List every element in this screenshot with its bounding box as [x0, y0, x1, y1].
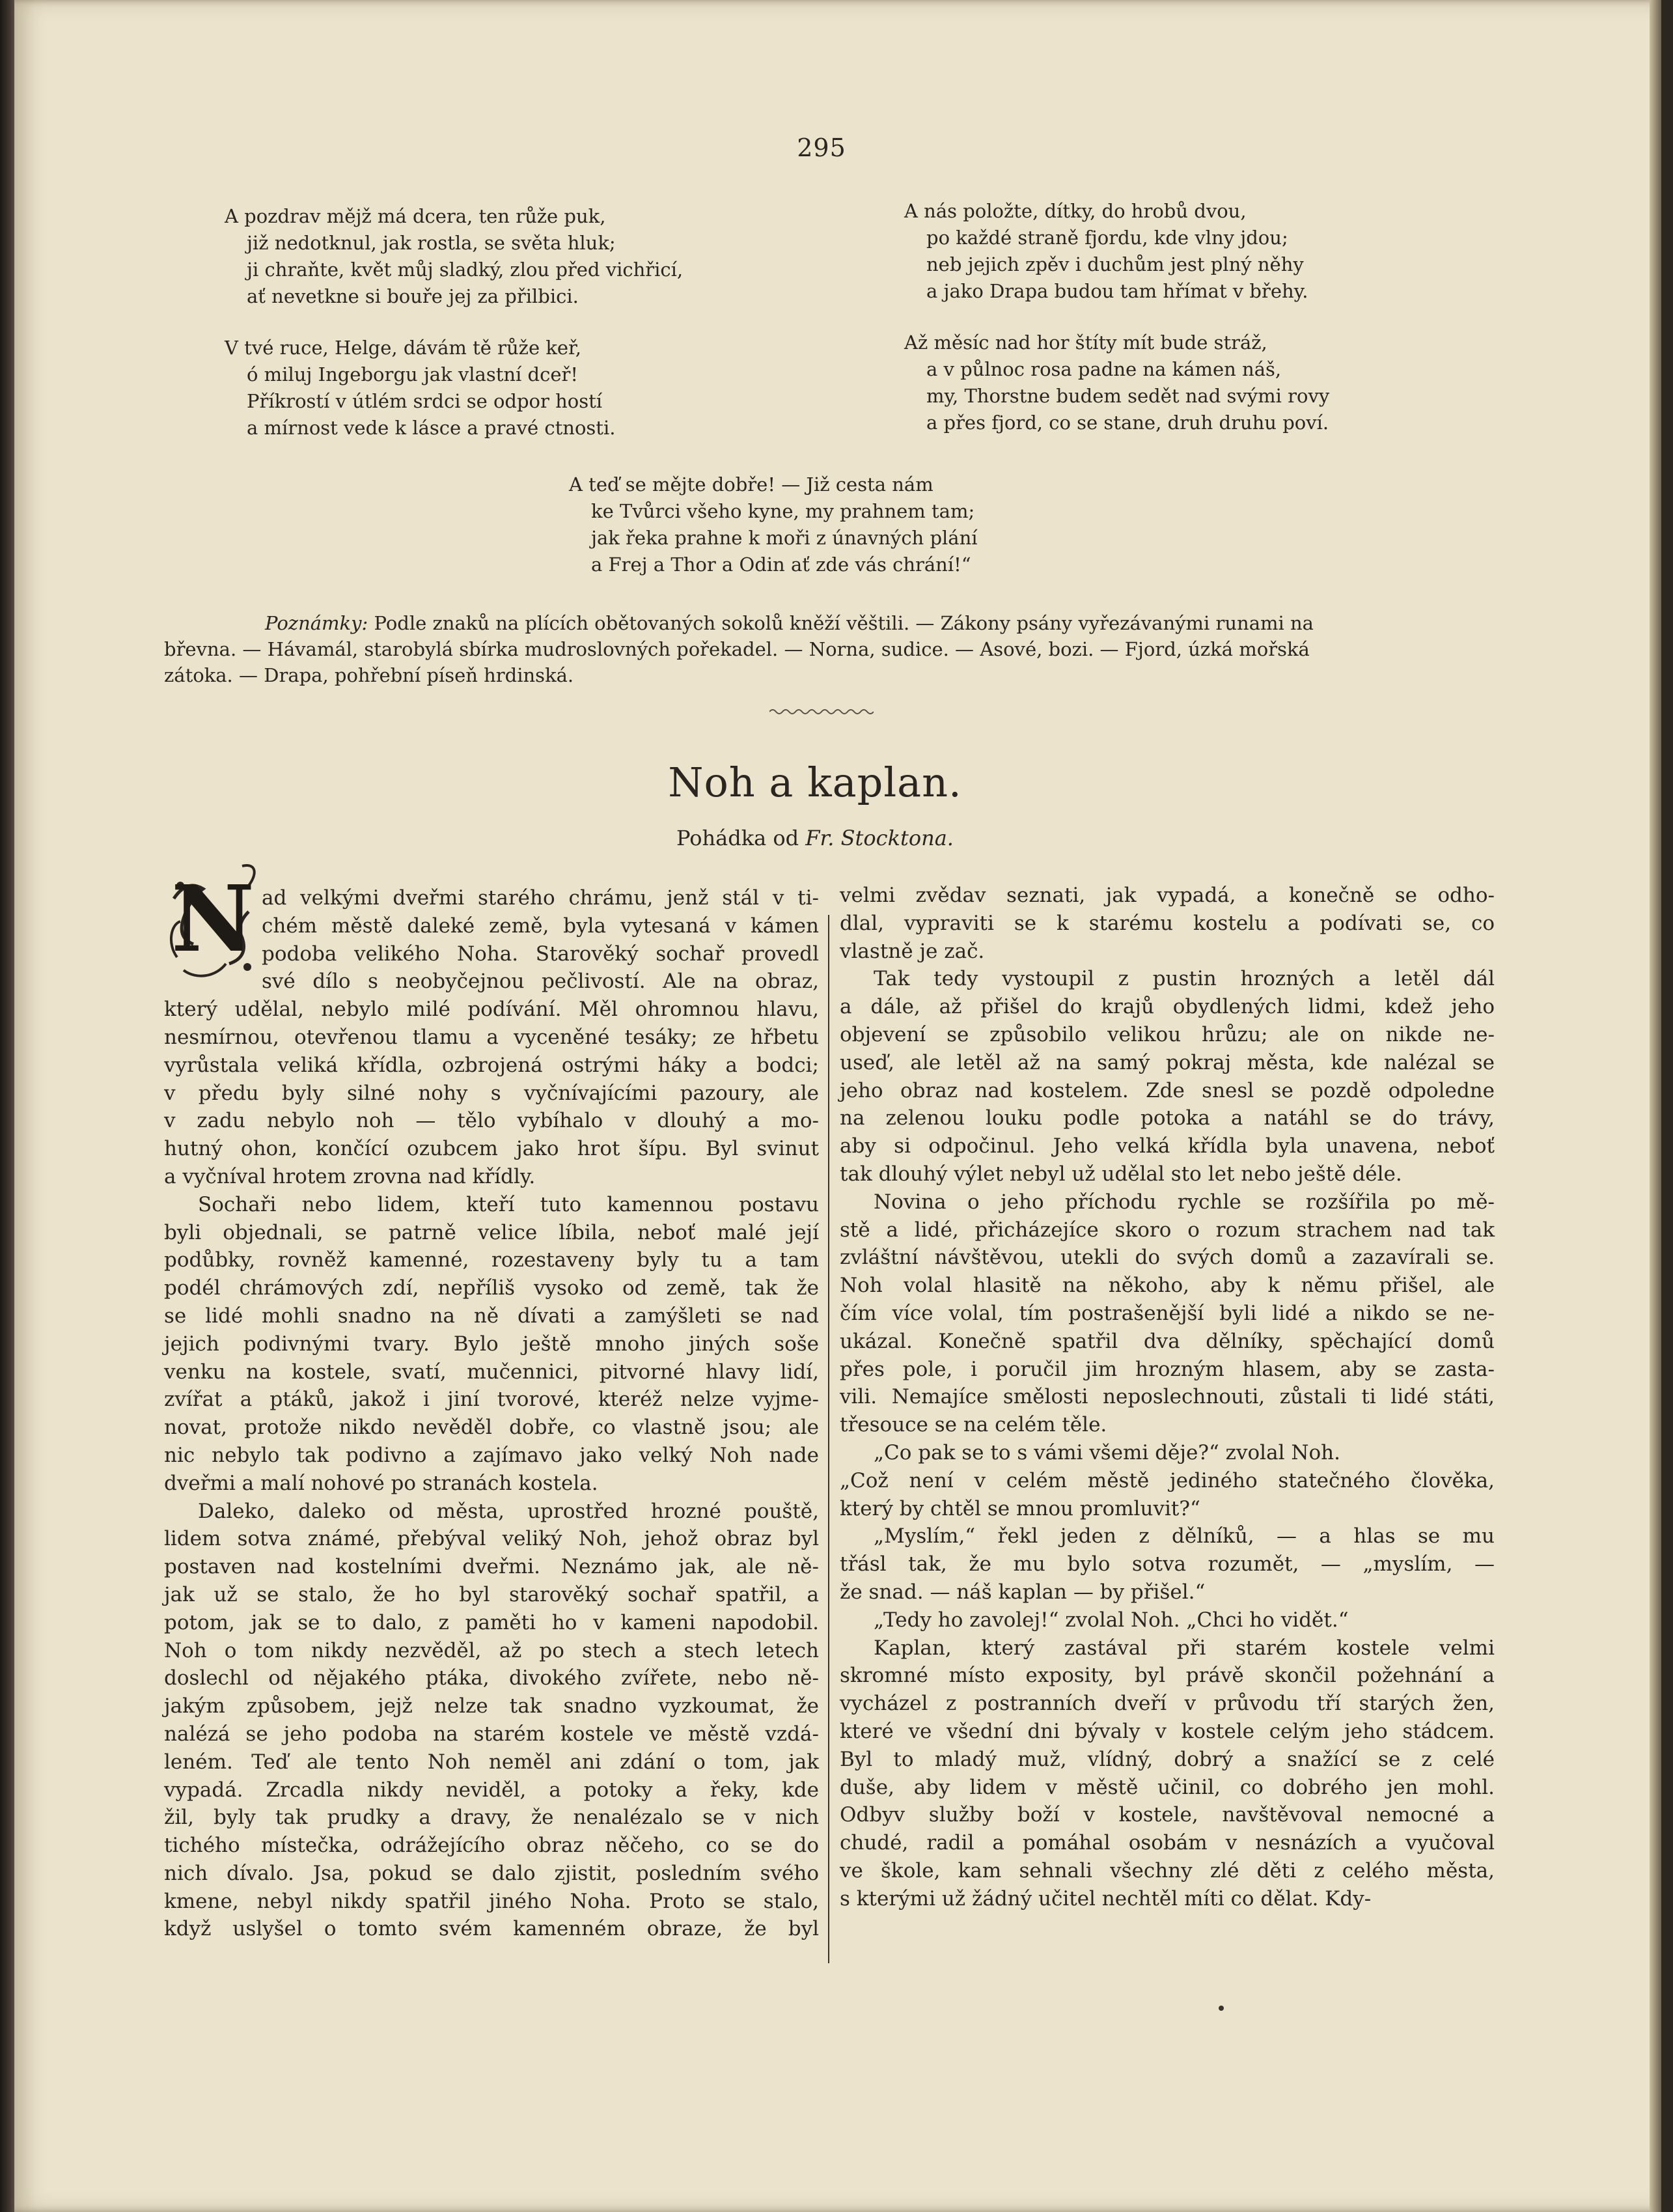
text-line: potom, jak se to dalo, z paměti ho v kameni napodobil.: [164, 1610, 819, 1634]
verse-line: již nedotknul, jak rostla, se světa hluk;: [247, 232, 616, 254]
text-line: podél chrámových zdí, nepříliš vysoko od země, tak že: [164, 1276, 819, 1300]
text-line: Sochaři nebo lidem, kteří tuto kamennou postavu: [198, 1192, 819, 1216]
text-line: ve škole, kam sehnali všechny zlé děti z celého města,: [840, 1858, 1495, 1883]
verse-line: a v půlnoc rosa padne na kámen náš,: [926, 358, 1282, 380]
verse-line: a mírnost vede k lásce a pravé ctnosti.: [247, 417, 616, 439]
text-line: leném. Teď ale tento Noh neměl ani zdání o tom, jak: [164, 1750, 819, 1774]
text-line: Odbyv služby boží v kostele, navštěvoval nemocné a: [840, 1803, 1495, 1827]
text-line: ukázal. Konečně spatřil dva dělníky, spěchající domů: [840, 1329, 1495, 1353]
text-line: podoba velikého Noha. Starověký sochař provedl: [262, 942, 819, 966]
text-line: Tak tedy vystoupil z pustin hrozných a letěl dál: [874, 967, 1495, 991]
text-line: „Což není v celém městě jediného statečného člověka,: [840, 1468, 1495, 1492]
verse-line: ó miluj Ingeborgu jak vlastní dceř!: [247, 363, 579, 385]
text-line: třásl tak, že mu bylo sotva rozumět, — „myslím, —: [840, 1552, 1495, 1576]
verse-line: a Frej a Thor a Odin ať zde vás chrání!“: [591, 553, 971, 576]
text-line: „Myslím,“ řekl jeden z dělníků, — a hlas se mu: [874, 1524, 1495, 1548]
text-line: postaven nad kostelními dveřmi. Neznámo jak, ale ně-: [164, 1555, 819, 1579]
text-line: které ve všední dni bývaly v kostele celým jeho stádcem.: [840, 1719, 1495, 1743]
text-line: „Co pak se to s vámi všemi děje?“ zvolal Noh.: [874, 1440, 1340, 1464]
ink-dot: [1219, 2006, 1224, 2011]
poem-right: [904, 198, 1329, 461]
text-line: vili. Nemajíce smělosti neposlechnouti, zůstali ti lidé státi,: [840, 1385, 1495, 1409]
text-line: skromné místo exposity, byl právě skončil požehnání a: [840, 1664, 1495, 1688]
subtitle-prefix: Pohádka od: [676, 826, 799, 850]
text-line: že snad. — náš kaplan — by přišel.“: [840, 1580, 1206, 1604]
verse-line: ať nevetkne si bouře jej za přilbici.: [247, 285, 579, 307]
verse-line: jak řeka prahne k moři z únavných plání: [591, 527, 978, 549]
text-line: v předu byly silné nohy s vyčnívajícími pazoury, ale: [164, 1081, 819, 1105]
text-line: byli objednali, se patrně velice líbila, neboť malé její: [164, 1220, 819, 1244]
text-line: který udělal, nebylo milé podívání. Měl ohromnou hlavu,: [164, 998, 819, 1022]
poem-center: [569, 471, 978, 578]
text-line: velmi zvědav seznati, jak vypadá, a konečně se odho-: [840, 884, 1495, 907]
text-line: nich dívalo. Jsa, pokud se dalo zjistit, posledním svého: [164, 1861, 819, 1885]
text-line: na zelenou louku podle potoka a natáhl se do trávy,: [840, 1106, 1495, 1130]
text-line: stě a lidé, přicházejíce skoro o rozum strachem nad tak: [840, 1218, 1495, 1242]
story-title: Noh a kaplan.: [668, 759, 962, 806]
page-number: 295: [797, 133, 846, 162]
text-line: jeho obraz nad kostelem. Zde snesl se pozdě odpoledne: [840, 1078, 1495, 1102]
text-line: když uslyšel o tomto svém kamenném obraze, že byl: [164, 1917, 819, 1941]
text-line: jakým způsobem, jejž nelze tak snadno vyzkoumat, že: [164, 1694, 819, 1718]
text-line: doslechl od nějakého ptáka, divokého zvířete, nebo ně-: [164, 1666, 819, 1690]
text-line: Noh o tom nikdy nezvěděl, až po stech a stech letech: [164, 1638, 819, 1662]
notes-label: Poznámky:: [265, 612, 368, 634]
text-line: který by chtěl se mnou promluvit?“: [840, 1496, 1200, 1520]
stanza: [904, 329, 1329, 436]
verse-line: ke Tvůrci všeho kyne, my prahnem tam;: [591, 500, 975, 522]
text-line: vycházel z postranních dveří v průvodu tří starých žen,: [840, 1692, 1495, 1716]
stanza: [225, 203, 683, 310]
text-line: jak už se stalo, že ho byl starověký sochař spatřil, a: [164, 1582, 819, 1606]
text-line: vlastně je zač.: [840, 939, 985, 963]
wavy-divider-icon: [769, 707, 874, 717]
text-line: své dílo s neobyčejnou pečlivostí. Ale na obraz,: [262, 970, 819, 994]
text-line: chém městě daleké země, byla vytesaná v kámen: [262, 914, 819, 938]
text-line: hutný ohon, končící ozubcem jako hrot šípu. Byl svinut: [164, 1137, 819, 1161]
verse-line: po každé straně fjordu, kde vlny jdou;: [926, 227, 1288, 249]
verse-line: A teď se mějte dobře! — Již cesta nám: [569, 473, 933, 496]
footnote-line: zátoka. — Drapa, pohřební píseň hrdinská.: [164, 664, 574, 686]
text-line: chudé, radil a pomáhal osobám v nesnázích a vyučoval: [840, 1831, 1495, 1855]
verse-line: a jako Drapa budou tam hřímat v břehy.: [926, 280, 1308, 302]
column-rule: [828, 915, 829, 1963]
text-line: Daleko, daleko od města, uprostřed hrozné pouště,: [198, 1499, 819, 1523]
text-line: přes pole, i poručil jim hrozným hlasem, aby se zasta-: [840, 1357, 1495, 1381]
text-line: dlal, vypraviti se k starému kostelu a podívati se, co: [840, 911, 1495, 935]
verse-line: my, Thorstne budem sedět nad svými rovy: [926, 385, 1330, 407]
text-line: nesmírnou, otevřenou tlamu a vyceněné tesáky; ze hřbetu: [164, 1025, 819, 1049]
verse-line: ji chraňte, květ můj sladký, zlou před vichřicí,: [247, 259, 684, 281]
text-line: vyrůstala veliká křídla, ozbrojená ostrými háky a bodci;: [164, 1053, 819, 1077]
book-page: [14, 0, 1661, 2212]
text-line: a dále, až přišel do krajů obydlených lidmi, kdež jeho: [840, 995, 1495, 1019]
text-line: lidem sotva známé, přebýval veliký Noh, jehož obraz byl: [164, 1527, 819, 1551]
text-line: useď, ale letěl až na samý pokraj města, kde nalézal se: [840, 1050, 1495, 1074]
text-column-left: [164, 884, 819, 1943]
text-line: novat, protože nikdo nevěděl dobře, co vlastně jsou; ale: [164, 1416, 819, 1440]
text-column-right: [840, 882, 1495, 1912]
text-line: ad velkými dveřmi starého chrámu, jenž stál v ti-: [262, 886, 819, 910]
text-line: nic nebylo tak podivno a zajímavo jako velký Noh nade: [164, 1443, 819, 1467]
verse-line: A nás položte, dítky, do hrobů dvou,: [904, 200, 1247, 222]
text-line: objevení se způsobilo velikou hrůzu; ale on nikde ne-: [840, 1022, 1495, 1046]
text-line: kmene, nebyl nikdy spatřil jiného Noha. Proto se stalo,: [164, 1889, 819, 1913]
text-line: Kaplan, který zastával při starém kostele velmi: [874, 1636, 1495, 1660]
verse-line: Až měsíc nad hor štíty mít bude stráž,: [904, 331, 1267, 354]
text-line: čím více volal, tím postrašenější byli lidé a nikdo se ne-: [840, 1301, 1495, 1325]
text-line: vypadá. Zrcadla nikdy neviděl, a potoky a řeky, kde: [164, 1778, 819, 1802]
stanza: [225, 335, 683, 441]
footnote-text: Podle znaků na plících obětovaných sokolů kněží věštili. — Zákony psány vyřezávanými runami na: [374, 612, 1314, 634]
text-line: Byl to mladý muž, vlídný, dobrý a snažící se z celé: [840, 1747, 1495, 1771]
text-line: tichého místečka, odrážejícího obraz něčeho, co se do: [164, 1834, 819, 1858]
text-line: tak dlouhý výlet nebyl už udělal sto let nebo ještě déle.: [840, 1162, 1402, 1186]
text-line: podůbky, rovněž kamenné, rozestaveny byly tu a tam: [164, 1248, 819, 1272]
verse-line: neb jejich zpěv i duchům jest plný něhy: [926, 253, 1304, 275]
verse-line: A pozdrav mějž má dcera, ten růže puk,: [225, 205, 606, 227]
text-line: „Tedy ho zavolej!“ zvolal Noh. „Chci ho vidět.“: [874, 1608, 1349, 1632]
text-line: Novina o jeho příchodu rychle se rozšířila po mě-: [874, 1190, 1495, 1214]
text-line: venku na kostele, svatí, mučennici, pitvorné hlavy lidí,: [164, 1360, 819, 1384]
text-line: zvláštní návštěvou, utekli do svých domů a zazavírali se.: [840, 1246, 1495, 1270]
text-line: v zadu nebylo noh — tělo vybíhalo v dlouhý a mo-: [164, 1109, 819, 1133]
story-subtitle: [587, 826, 1043, 850]
page-edge: [1650, 0, 1661, 2212]
text-line: zvířat a ptáků, jakož i jiní tvorové, kteréž nelze vyjme-: [164, 1388, 819, 1412]
text-line: žil, byly tak prudky a dravy, že nenalézalo se v nich: [164, 1806, 819, 1830]
verse-line: a přes fjord, co se stane, druh druhu poví.: [926, 412, 1329, 434]
text-line: Noh volal hlasitě na někoho, aby k němu přišel, ale: [840, 1274, 1495, 1298]
footnotes: [164, 610, 1492, 688]
poem-left: [225, 203, 683, 466]
text-line: se lidé mohli snadno na ně dívati a zamýšleti se nad: [164, 1304, 819, 1328]
text-line: nalézá se jeho podoba na starém kostele ve městě vzdá-: [164, 1722, 819, 1746]
subtitle-author: Fr. Stocktona.: [805, 826, 954, 850]
text-line: duše, aby lidem v městě učinil, co dobrého jen mohl.: [840, 1775, 1495, 1799]
stanza: [904, 198, 1329, 305]
footnote-line: břevna. — Hávamál, starobylá sbírka mudroslovných pořekadel. — Norna, sudice. — Asové, bozi. — Fjord, úzká mořská: [164, 638, 1310, 660]
text-line: jejich podivnými tvary. Bylo ještě mnoho jiných soše: [164, 1332, 819, 1356]
dropcap-letter: N: [171, 866, 255, 973]
text-line: dveřmi a malí nohové po stranách kostela.: [164, 1471, 598, 1495]
verse-line: Příkrostí v útlém srdci se odpor hostí: [247, 390, 603, 412]
verse-line: V tvé ruce, Helge, dávám tě růže keř,: [225, 337, 581, 359]
text-line: třesouce se na celém těle.: [840, 1413, 1107, 1437]
text-line: aby si odpočinul. Jeho velká křídla byla unavena, neboť: [840, 1134, 1495, 1158]
footnote-line: [164, 610, 1492, 636]
text-line: a vyčníval hrotem zrovna nad křídly.: [164, 1164, 536, 1188]
text-line: s kterými už žádný učitel nechtěl míti co dělat. Kdy-: [840, 1886, 1372, 1911]
